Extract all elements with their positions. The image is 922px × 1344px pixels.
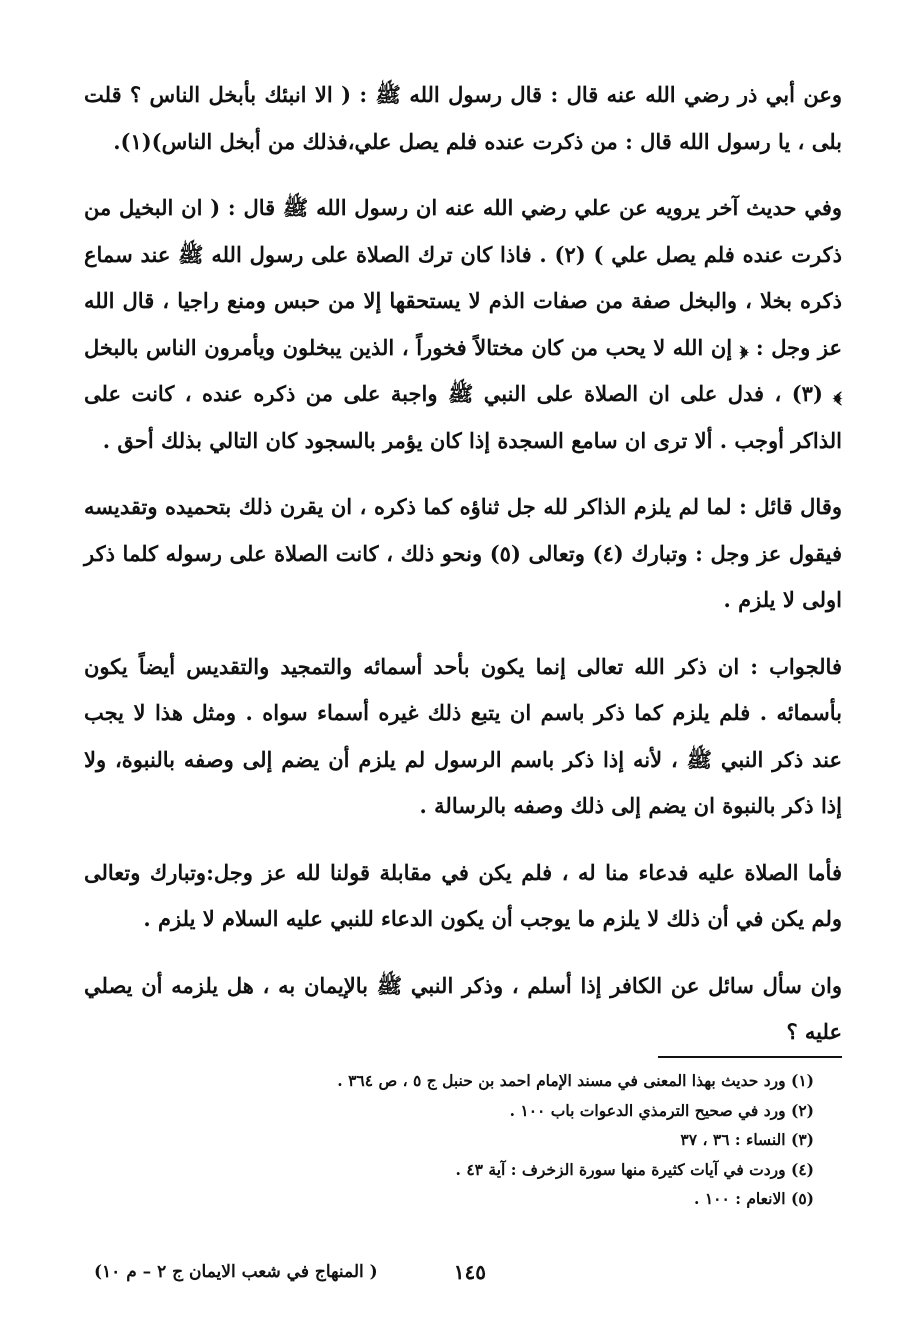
footnotes	[84, 1066, 814, 1214]
footnote-2: (٢) ورد في صحيح الترمذي الدعوات باب ١٠٠ .	[509, 1100, 814, 1120]
footnote-4: (٤) وردت في آيات كثيرة منها سورة الزخرف : آية ٤٣ .	[455, 1159, 814, 1179]
paragraph-2: وفي حديث آخر يرويه عن علي رضي الله عنه ان رسول الله ﷺ قال : ( ان البخيل من ذكرت عنده فلم يصل علي ) (٢) . فاذا كان ترك الصلاة على رسول الله ﷺ عند سماع ذكره بخلا ، والبخل صفة من صفات الذم لا يستحقها إلا من حبس ومنع راجيا ، قال الله عز وجل : ﴿ إن الله لا يحب من كان مختالاً فخوراً ، الذين يبخلون ويأمرون الناس بالبخل ﴾ (٣) ، فدل على ان الصلاة على النبي ﷺ واجبة على من ذكره عنده ، كانت على الذاكر أوجب . ألا ترى ان سامع السجدة إذا كان يؤمر بالسجود كان التالي بذلك أحق .	[84, 195, 842, 453]
footnote-divider	[658, 1056, 842, 1058]
paragraph-6: وان سأل سائل عن الكافر إذا أسلم ، وذكر النبي ﷺ بالإيمان به ، هل يلزمه أن يصلي عليه ؟	[84, 972, 842, 1044]
paragraph-5: فأما الصلاة عليه فدعاء منا له ، فلم يكن في مقابلة قولنا لله عز وجل:وتبارك وتعالى ولم يكن في أن ذلك لا يلزم ما يوجب أن يكون الدعاء للنبي عليه السلام لا يلزم .	[84, 859, 842, 931]
paragraph-3: وقال قائل : لما لم يلزم الذاكر لله جل ثناؤه كما ذكره ، ان يقرن ذلك بتحميده وتقديسه فيقول عز وجل : وتبارك (٤) وتعالى (٥) ونحو ذلك ، كانت الصلاة على رسوله كلما ذكر اولى لا يلزم .	[84, 494, 842, 612]
page-footer	[84, 1260, 842, 1294]
page-number: ١٤٥	[453, 1260, 486, 1284]
paragraph-1: وعن أبي ذر رضي الله عنه قال : قال رسول الله ﷺ : ( الا انبئك بأبخل الناس ؟ قلت بلى ، يا رسول الله قال : من ذكرت عنده فلم يصل علي،فذلك من أبخل الناس)(١).	[84, 82, 842, 154]
footnote-1: (١) ورد حديث بهذا المعنى في مسند الإمام احمد بن حنبل ج ٥ ، ص ٣٦٤ .	[337, 1071, 814, 1090]
footnote-3: (٣) النساء : ٣٦ ، ٣٧	[680, 1130, 814, 1149]
main-text	[84, 72, 842, 1076]
book-info: ( المنهاج في شعب الايمان ج ٢ – م ١٠)	[94, 1262, 378, 1282]
paragraph-4: فالجواب : ان ذكر الله تعالى إنما يكون بأحد أسمائه والتمجيد والتقديس أيضاً يكون بأسمائه . فلم يلزم كما ذكر باسم ان يتبع ذلك غيره أسماء سواه . ومثل هذا لا يجب عند ذكر النبي ﷺ ، لأنه إذا ذكر باسم الرسول لم يلزم أن يضم إلى وصفه بالنبوة، ولا إذا ذكر بالنبوة ان يضم إلى ذلك وصفه بالرسالة .	[84, 653, 842, 818]
footnote-5: (٥) الانعام : ١٠٠ .	[694, 1189, 814, 1208]
